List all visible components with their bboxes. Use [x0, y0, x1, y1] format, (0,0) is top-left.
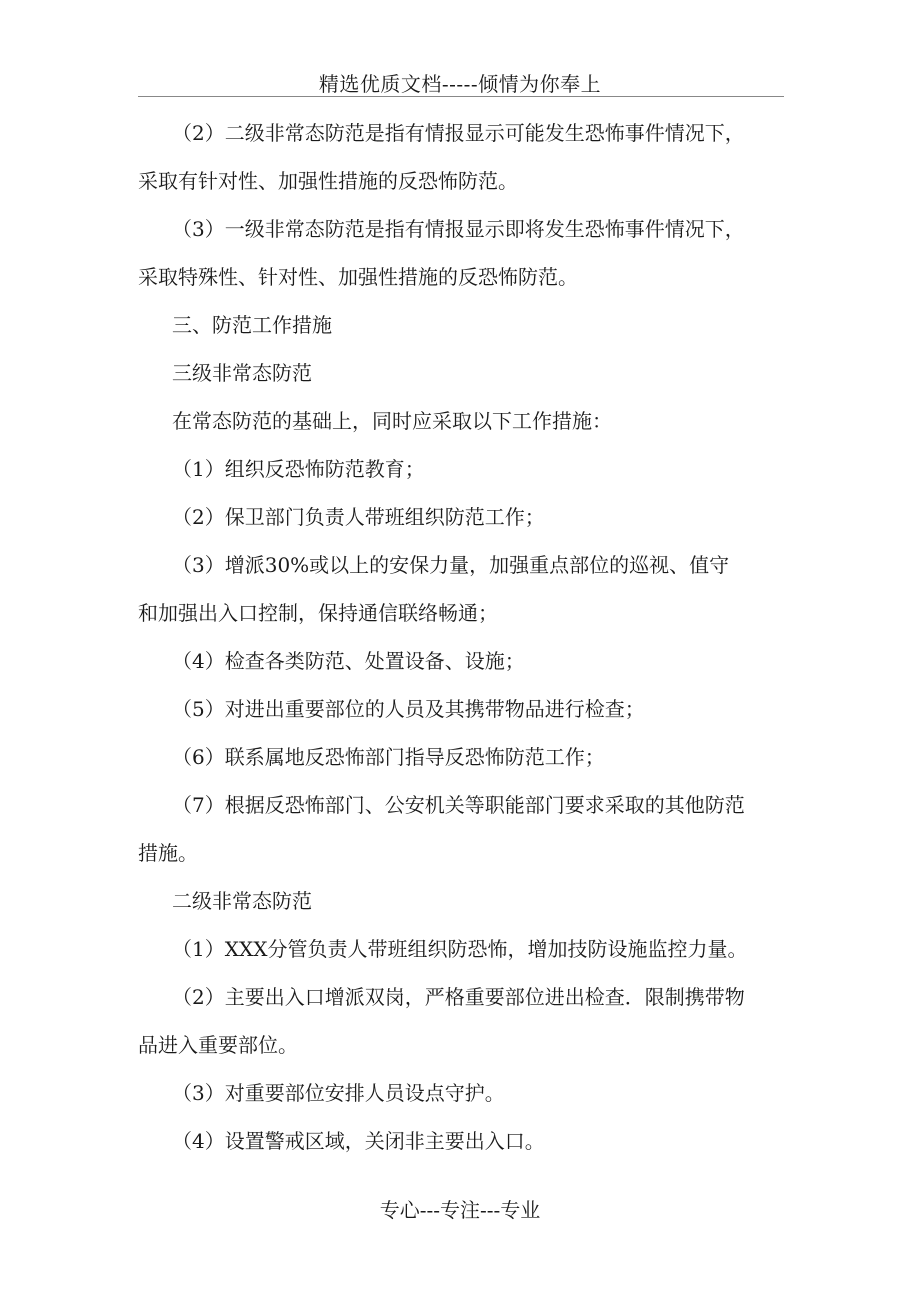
text-line: 采取特殊性、针对性、加强性措施的反恐怖防范。 — [138, 265, 578, 289]
header-divider — [138, 96, 784, 97]
text-line: 措施。 — [138, 841, 198, 865]
page-header: 精选优质文档-----倾情为你奉上 — [318, 72, 602, 96]
text-line: （1）组织反恐怖防范教育； — [172, 457, 425, 481]
text-line: 采取有针对性、加强性措施的反恐怖防范。 — [138, 169, 518, 193]
text-line: （3）一级非常态防范是指有情报显示即将发生恐怖事件情况下， — [172, 217, 745, 241]
text-line: （5）对进出重要部位的人员及其携带物品进行检查； — [172, 697, 645, 721]
text-line: （4）检查各类防范、处置设备、设施； — [172, 649, 525, 673]
text-line: （6）联系属地反恐怖部门指导反恐怖防范工作； — [172, 745, 605, 769]
page-footer: 专心---专注---专业 — [379, 1198, 541, 1222]
text-line: （7）根据反恐怖部门、公安机关等职能部门要求采取的其他防范 — [172, 793, 745, 817]
text-line: （3）对重要部位安排人员设点守护。 — [172, 1081, 505, 1105]
text-line: 在常态防范的基础上，同时应采取以下工作措施： — [172, 409, 612, 433]
text-line: 品进入重要部位。 — [138, 1033, 298, 1057]
text-line: 三、防范工作措施 — [172, 313, 332, 337]
text-line: （2）二级非常态防范是指有情报显示可能发生恐怖事件情况下， — [172, 121, 745, 145]
text-line: （3）增派30%或以上的安保力量，加强重点部位的巡视、值守 — [172, 553, 730, 577]
text-line: 和加强出入口控制，保持通信联络畅通； — [138, 601, 498, 625]
document-body — [138, 118, 790, 1174]
text-line: 二级非常态防范 — [172, 889, 312, 913]
text-line: （1）XXX分管负责人带班组织防恐怖，增加技防设施监控力量。 — [172, 937, 748, 961]
text-line: （2）保卫部门负责人带班组织防范工作； — [172, 505, 545, 529]
text-line: 三级非常态防范 — [172, 361, 312, 385]
text-line: （2）主要出入口增派双岗，严格重要部位进出检查．限制携带物 — [172, 985, 745, 1009]
text-line: （4）设置警戒区域，关闭非主要出入口。 — [172, 1129, 545, 1153]
